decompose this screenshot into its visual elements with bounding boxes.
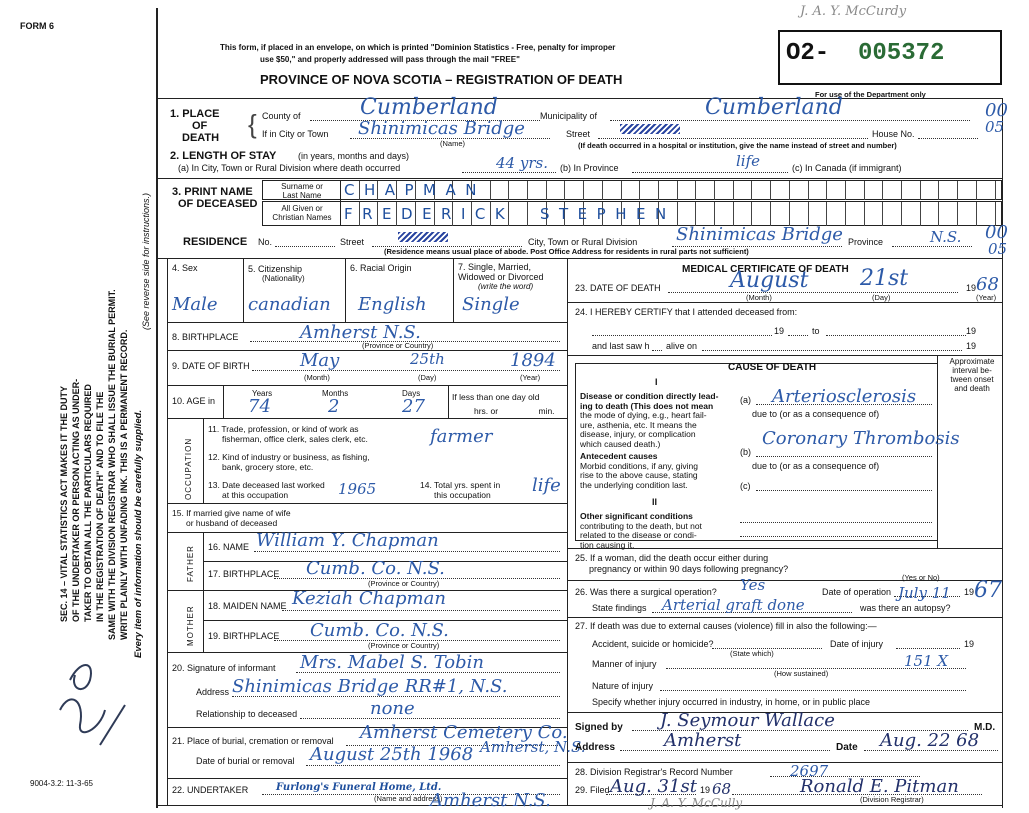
cause-a-label: (a) bbox=[740, 395, 751, 405]
name-box-divider bbox=[677, 181, 678, 200]
side-text-8: (See reverse side for instructions.) bbox=[141, 192, 151, 330]
section-i: I bbox=[655, 377, 658, 387]
reg-number: 005372 bbox=[858, 40, 945, 67]
name-box-divider bbox=[508, 181, 509, 200]
direct-6: which caused death.) bbox=[580, 438, 661, 449]
name-box-divider bbox=[677, 202, 678, 226]
name-box-divider bbox=[583, 181, 584, 200]
name-box-divider bbox=[770, 181, 771, 200]
name-box-divider bbox=[658, 181, 659, 200]
q26-findings-value: Arterial graft done bbox=[662, 596, 805, 614]
medical-title: MEDICAL CERTIFICATE OF DEATH bbox=[682, 264, 849, 275]
name-box-divider bbox=[527, 202, 528, 226]
name-box-divider bbox=[621, 181, 622, 200]
side-text-5: SAME WITH THE DIVISION REGISTRAR WHO SHALL ISSUE THE BURIAL PERMIT. bbox=[107, 289, 117, 640]
q27-manner-value: 151 X bbox=[904, 652, 949, 670]
given-value-2: STEPHEN bbox=[540, 205, 676, 223]
mother-birthplace-sub: (Province or Country) bbox=[368, 641, 440, 650]
dob-label: 9. DATE OF BIRTH bbox=[172, 361, 250, 371]
name-box-divider bbox=[976, 202, 977, 226]
racial-value: English bbox=[358, 294, 427, 315]
antecedent-1: Antecedent causes bbox=[580, 451, 658, 461]
q28-label: 28. Division Registrar's Record Number bbox=[575, 767, 733, 777]
father-birthplace-value: Cumb. Co. N.S. bbox=[306, 558, 445, 579]
name-box-divider bbox=[882, 202, 883, 226]
residence-province-label: Province bbox=[848, 237, 884, 247]
name-box-divider bbox=[864, 202, 865, 226]
name-box-divider bbox=[602, 181, 603, 200]
top-stamp: J. A. Y. McCurdy bbox=[800, 4, 907, 19]
q29-label: 29. Filed bbox=[575, 785, 610, 795]
citizenship-value: canadian bbox=[248, 294, 331, 315]
q27-how: (How sustained) bbox=[774, 669, 829, 678]
residence-no-label: No. bbox=[258, 237, 273, 247]
name-box-divider bbox=[957, 181, 958, 200]
side-text-3: TAKER TO OBTAIN ALL THE PARTICULARS REQUIRED bbox=[83, 384, 93, 622]
mother-maiden-value: Keziah Chapman bbox=[292, 588, 446, 609]
racial-label: 6. Racial Origin bbox=[350, 263, 412, 273]
interval-1: Approximate bbox=[949, 357, 995, 366]
father-name-value: William Y. Chapman bbox=[256, 530, 439, 551]
q24-last: and last saw h bbox=[592, 341, 650, 351]
father-birthplace-label: 17. BIRTHPLACE bbox=[208, 569, 280, 579]
name-box-divider bbox=[938, 181, 939, 200]
place-heading-2: OF bbox=[192, 120, 208, 132]
surname-label-1: Surname or bbox=[281, 182, 323, 191]
interval-4: and death bbox=[954, 384, 990, 393]
name-box-divider bbox=[695, 181, 696, 200]
q11-label-1: 11. Trade, profession, or kind of work as bbox=[208, 424, 359, 434]
name-box-divider bbox=[808, 202, 809, 226]
name-box-divider bbox=[714, 202, 715, 226]
md-label: M.D. bbox=[974, 722, 996, 733]
q12-label-1: 12. Kind of industry or business, as fishing, bbox=[208, 452, 370, 462]
name-box-divider bbox=[751, 181, 752, 200]
name-box-divider bbox=[864, 181, 865, 200]
name-box-divider bbox=[845, 202, 846, 226]
q11-label-2: fisherman, office clerk, sales clerk, etc. bbox=[222, 434, 368, 444]
given-value-1: FREDERICK bbox=[344, 205, 515, 223]
side-text-4: IN THE REGISTRATION OF DEATH" AND TO FILE THE bbox=[95, 391, 105, 622]
initials-signature bbox=[40, 650, 150, 760]
occupation-side-label: OCCUPATION bbox=[184, 437, 193, 500]
top-note-2: use $50," and properly addressed will pass through the mail "FREE" bbox=[260, 55, 520, 64]
undertaker-label: 22. UNDERTAKER bbox=[172, 785, 249, 795]
name-box-divider bbox=[920, 181, 921, 200]
age-days: 27 bbox=[402, 396, 425, 417]
name-box-divider bbox=[714, 181, 715, 200]
name-box-divider bbox=[976, 181, 977, 200]
residence-province-value: N.S. bbox=[930, 228, 962, 246]
marital-label-1: 7. Single, Married, bbox=[458, 262, 532, 272]
q13-label-2: at this occupation bbox=[222, 490, 289, 500]
father-birthplace-sub: (Province or Country) bbox=[368, 579, 440, 588]
birthplace-sub: (Province or Country) bbox=[362, 341, 434, 350]
side-text-6: WRITE PLAINLY WITH UNFADING INK. THIS IS A PERMANENT RECORD. bbox=[119, 329, 129, 640]
q14-label-2: this occupation bbox=[434, 490, 491, 500]
q26-findings-label: State findings bbox=[592, 603, 647, 613]
name-box-divider bbox=[733, 181, 734, 200]
q29-registrar: Ronald E. Pitman bbox=[800, 776, 959, 797]
death-month-sub: (Month) bbox=[746, 293, 772, 302]
mother-birthplace-label: 19. BIRTHPLACE bbox=[208, 631, 280, 641]
name-box-divider bbox=[938, 202, 939, 226]
father-side-label: FATHER bbox=[186, 545, 195, 582]
q14-value: life bbox=[532, 475, 561, 496]
street-label: Street bbox=[566, 129, 591, 139]
q27-state: (State which) bbox=[730, 649, 774, 658]
informant-sig-label: 20. Signature of informant bbox=[172, 663, 276, 673]
q13-label-1: 13. Date deceased last worked bbox=[208, 480, 325, 490]
bottom-stamp: J. A. Y. McCully bbox=[650, 796, 743, 810]
q29-19: 19 bbox=[700, 785, 711, 795]
place-heading-3: DEATH bbox=[182, 132, 220, 144]
section-ii: II bbox=[652, 497, 658, 507]
name-box-divider bbox=[845, 181, 846, 200]
city-value: Shinimicas Bridge bbox=[358, 118, 525, 139]
name-box-divider bbox=[751, 202, 752, 226]
q24-to: to bbox=[812, 326, 820, 336]
q26-yesno: (Yes or No) bbox=[902, 573, 940, 582]
antecedent-4: the underlying condition last. bbox=[580, 479, 688, 490]
marital-label-3: (write the word) bbox=[478, 282, 534, 291]
place-heading-1: 1. PLACE bbox=[170, 108, 220, 120]
undertaker-address: Amherst N.S. bbox=[430, 790, 551, 811]
signed-label: Signed by bbox=[575, 722, 623, 733]
name-box-divider bbox=[490, 181, 491, 200]
direct-2: ing to death (This does not mean bbox=[580, 400, 714, 411]
q26-date: July 11 bbox=[898, 584, 951, 602]
undertaker-name: Furlong's Funeral Home, Ltd. bbox=[276, 782, 442, 793]
municipality-label: Municipality of bbox=[540, 111, 598, 121]
house-label: House No. bbox=[872, 129, 915, 139]
form-code: 9004-3.2: 11-3-65 bbox=[30, 779, 94, 788]
name-box-divider bbox=[826, 181, 827, 200]
interval-3: tween onset bbox=[950, 375, 994, 384]
q24-19a: 19 bbox=[774, 326, 785, 336]
q27-19: 19 bbox=[964, 639, 975, 649]
other-3: related to the disease or condi- bbox=[580, 530, 697, 540]
name-box-divider bbox=[527, 181, 528, 200]
age-years-label: Years bbox=[252, 389, 273, 398]
surname-label-2: Last Name bbox=[282, 191, 322, 200]
stay-a-label: (a) In City, Town or Rural Division where death occurred bbox=[178, 163, 401, 173]
q27-accident: Accident, suicide or homicide? bbox=[592, 639, 714, 649]
death-year: 68 bbox=[976, 274, 999, 295]
direct-4: ure, asthenia, etc. It means the bbox=[580, 419, 697, 430]
municipality-value: Cumberland bbox=[705, 95, 843, 120]
birthplace-label: 8. BIRTHPLACE bbox=[172, 332, 239, 342]
residence-city-label: City, Town or Rural Division bbox=[528, 237, 638, 247]
other-4: tion causing it. bbox=[580, 539, 635, 550]
spouse-label-1: 15. If married give name of wife bbox=[172, 508, 291, 518]
father-name-label: 16. NAME bbox=[208, 542, 250, 552]
informant-address: Shinimicas Bridge RR#1, N.S. bbox=[232, 676, 508, 697]
stay-a-value: 44 yrs. bbox=[496, 154, 548, 172]
q26-date-label: Date of operation bbox=[822, 587, 892, 597]
cause-a-value: Arteriosclerosis bbox=[772, 386, 917, 407]
q27-nature: Nature of injury bbox=[592, 681, 654, 691]
age-months-label: Months bbox=[322, 389, 349, 398]
name-box-divider bbox=[733, 202, 734, 226]
dob-month: May bbox=[300, 350, 340, 371]
informant-relationship-label: Relationship to deceased bbox=[196, 709, 298, 719]
spouse-label-2: or husband of deceased bbox=[186, 518, 278, 528]
form-number: FORM 6 bbox=[20, 21, 55, 31]
death-year-sub: (Year) bbox=[976, 293, 997, 302]
direct-1: Disease or condition directly lead- bbox=[580, 391, 719, 401]
q24-label: 24. I HEREBY CERTIFY that I attended deceased from: bbox=[575, 307, 798, 317]
birthplace-value: Amherst N.S. bbox=[300, 322, 421, 343]
sex-label: 4. Sex bbox=[172, 263, 198, 273]
informant-address-label: Address bbox=[196, 687, 230, 697]
doctor-address-label: Address bbox=[575, 742, 616, 753]
burial-place-2: Amherst, N.S. bbox=[480, 738, 586, 756]
q24-19c: 19 bbox=[966, 341, 977, 351]
other-2: contributing to the death, but not bbox=[580, 520, 702, 531]
q24-alive: alive on bbox=[666, 341, 698, 351]
dob-day-sub: (Day) bbox=[418, 373, 437, 382]
doctor-date-label: Date bbox=[836, 742, 858, 753]
marital-label-2: Widowed or Divorced bbox=[458, 272, 544, 282]
place-code-2: 05 bbox=[985, 118, 1005, 136]
mother-birthplace-value: Cumb. Co. N.S. bbox=[310, 620, 449, 641]
q29-date: Aug. 31st bbox=[610, 776, 697, 797]
name-box-divider bbox=[957, 202, 958, 226]
city-name-sub: (Name) bbox=[440, 139, 466, 148]
given-label-2: Christian Names bbox=[272, 213, 332, 222]
burial-date: August 25th 1968 bbox=[310, 744, 474, 765]
citizenship-label: 5. Citizenship bbox=[248, 264, 303, 274]
burial-place: Amherst Cemetery Co. bbox=[360, 722, 568, 743]
other-1: Other significant conditions bbox=[580, 511, 693, 521]
name-box-divider bbox=[770, 202, 771, 226]
q25-label-2: pregnancy or within 90 days following pregnancy? bbox=[589, 564, 789, 574]
name-box-divider bbox=[808, 181, 809, 200]
stay-b-label: (b) In Province bbox=[560, 163, 619, 173]
informant-signature: Mrs. Mabel S. Tobin bbox=[300, 652, 484, 673]
hospital-note: (If death occurred in a hospital or institution, give the name instead of street and number) bbox=[578, 141, 897, 150]
age-less-label-1: If less than one day old bbox=[452, 392, 540, 402]
age-less-label-2: hrs. or bbox=[474, 406, 499, 416]
name-box-divider bbox=[695, 202, 696, 226]
dob-month-sub: (Month) bbox=[304, 373, 330, 382]
dob-day: 25th bbox=[410, 350, 445, 368]
cause-title: CAUSE OF DEATH bbox=[728, 362, 817, 373]
citizenship-sub: (Nationality) bbox=[262, 274, 305, 283]
q27-label: 27. If death was due to external causes (violence) fill in also the following:— bbox=[575, 621, 877, 631]
q27-specify: Specify whether injury occurred in industry, in home, or in public place bbox=[592, 697, 870, 707]
stay-label: 2. LENGTH OF STAY bbox=[170, 150, 277, 162]
age-label: 10. AGE in bbox=[172, 396, 216, 406]
doctor-address: Amherst bbox=[664, 730, 742, 751]
due-a-label: due to (or as a consequence of) bbox=[752, 409, 880, 419]
residence-code-1: 00 bbox=[985, 222, 1008, 243]
q12-label-2: bank, grocery store, etc. bbox=[222, 462, 314, 472]
undertaker-sub: (Name and address) bbox=[374, 794, 443, 803]
cause-c-label: (c) bbox=[740, 481, 751, 491]
death-year-prefix: 19 bbox=[966, 283, 977, 293]
q11-value: farmer bbox=[430, 426, 493, 447]
county-label: County of bbox=[262, 111, 301, 121]
dob-year: 1894 bbox=[510, 350, 556, 371]
q26-19: 19 bbox=[964, 587, 975, 597]
name-box-divider bbox=[789, 202, 790, 226]
name-box-divider bbox=[789, 181, 790, 200]
residence-note: (Residence means usual place of abode. Post Office Address for residents in rural parts not sufficient) bbox=[384, 247, 749, 256]
county-value: Cumberland bbox=[360, 95, 498, 120]
residence-city-value: Shinimicas Bridge bbox=[676, 224, 843, 245]
name-box-divider bbox=[639, 181, 640, 200]
place-code-1: 00 bbox=[985, 100, 1008, 121]
informant-relationship: none bbox=[370, 698, 415, 719]
name-box-divider bbox=[995, 181, 996, 200]
dob-year-sub: (Year) bbox=[520, 373, 541, 382]
q26-year: 67 bbox=[974, 578, 1002, 603]
name-box-divider bbox=[901, 181, 902, 200]
name-box-divider bbox=[826, 202, 827, 226]
marital-value: Single bbox=[462, 294, 520, 315]
q26-label: 26. Was there a surgical operation? bbox=[575, 587, 717, 597]
q27-date: Date of injury bbox=[830, 639, 884, 649]
mother-side-label: MOTHER bbox=[186, 605, 195, 646]
name-box-divider bbox=[564, 181, 565, 200]
burial-place-label: 21. Place of burial, cremation or removal bbox=[172, 736, 334, 746]
antecedent-2: Morbid conditions, if any, giving bbox=[580, 460, 698, 471]
street-struck bbox=[620, 124, 680, 134]
q14-label-1: 14. Total yrs. spent in bbox=[420, 480, 501, 490]
name-heading-1: 3. PRINT NAME bbox=[172, 186, 253, 198]
name-box-divider bbox=[901, 202, 902, 226]
given-label-1: All Given or bbox=[281, 204, 323, 213]
form-title: PROVINCE OF NOVA SCOTIA – REGISTRATION OF DEATH bbox=[260, 72, 623, 87]
residence-label: RESIDENCE bbox=[183, 236, 248, 248]
q23-label: 23. DATE OF DEATH bbox=[575, 283, 661, 293]
q26-yes: Yes bbox=[740, 576, 766, 594]
top-note-1: This form, if placed in an envelope, on which is printed "Dominion Statistics - Free, penalty for improper bbox=[220, 43, 616, 52]
dept-use-label: For use of the Department only bbox=[815, 90, 926, 99]
age-days-label: Days bbox=[402, 389, 421, 398]
side-text-1: SEC. 14 – VITAL STATISTICS ACT MAKES IT THE DUTY bbox=[59, 385, 69, 622]
name-box-divider bbox=[546, 181, 547, 200]
side-text-7: Every item of information should be carefully supplied. bbox=[133, 409, 144, 658]
due-b-label: due to (or as a consequence of) bbox=[752, 461, 880, 471]
direct-3: the mode of dying, e.g., heart fail- bbox=[580, 410, 707, 420]
city-label: If in City or Town bbox=[262, 129, 329, 139]
death-day: 21st bbox=[860, 266, 909, 291]
residence-street-struck bbox=[398, 232, 448, 242]
cause-b-value: Coronary Thrombosis bbox=[762, 428, 960, 449]
name-heading-2: OF DECEASED bbox=[178, 198, 258, 210]
stay-sub: (in years, months and days) bbox=[298, 151, 410, 161]
reg-prefix: O2- bbox=[786, 40, 830, 67]
antecedent-3: rise to the above cause, stating bbox=[580, 470, 698, 480]
burial-date-label: Date of burial or removal bbox=[196, 756, 295, 766]
direct-5: disease, injury, or complication bbox=[580, 429, 696, 439]
q24-19b: 19 bbox=[966, 326, 977, 336]
age-months: 2 bbox=[328, 396, 340, 417]
residence-street-label: Street bbox=[340, 237, 365, 247]
interval-2: interval be- bbox=[952, 366, 992, 375]
surname-value: CHAPMAN bbox=[344, 181, 486, 199]
residence-code-2: 05 bbox=[988, 240, 1008, 258]
age-less-label-3: min. bbox=[538, 406, 555, 416]
signed-value: J. Seymour Wallace bbox=[660, 710, 835, 731]
name-box-divider bbox=[920, 202, 921, 226]
q28-value: 2697 bbox=[790, 762, 829, 780]
stay-c-label: (c) In Canada (if immigrant) bbox=[792, 163, 902, 173]
cause-b-label: (b) bbox=[740, 447, 751, 457]
side-text-2: OF THE UNDERTAKER OR PERSON ACTING AS UNDER- bbox=[71, 378, 81, 622]
q29-year: 68 bbox=[712, 780, 732, 798]
death-day-sub: (Day) bbox=[872, 293, 891, 302]
name-box-divider bbox=[882, 181, 883, 200]
q13-value: 1965 bbox=[338, 480, 377, 498]
q27-manner: Manner of injury bbox=[592, 659, 657, 669]
q26-autopsy: was there an autopsy? bbox=[860, 603, 951, 613]
stay-b-value: life bbox=[736, 152, 761, 170]
death-month: August bbox=[730, 268, 809, 293]
mother-maiden-label: 18. MAIDEN NAME bbox=[208, 601, 287, 611]
q29-sub: (Division Registrar) bbox=[860, 795, 924, 804]
doctor-date: Aug. 22 68 bbox=[880, 730, 980, 751]
age-years: 74 bbox=[248, 396, 271, 417]
q25-label-1: 25. If a woman, did the death occur either during bbox=[575, 553, 769, 563]
sex-value: Male bbox=[172, 294, 218, 315]
